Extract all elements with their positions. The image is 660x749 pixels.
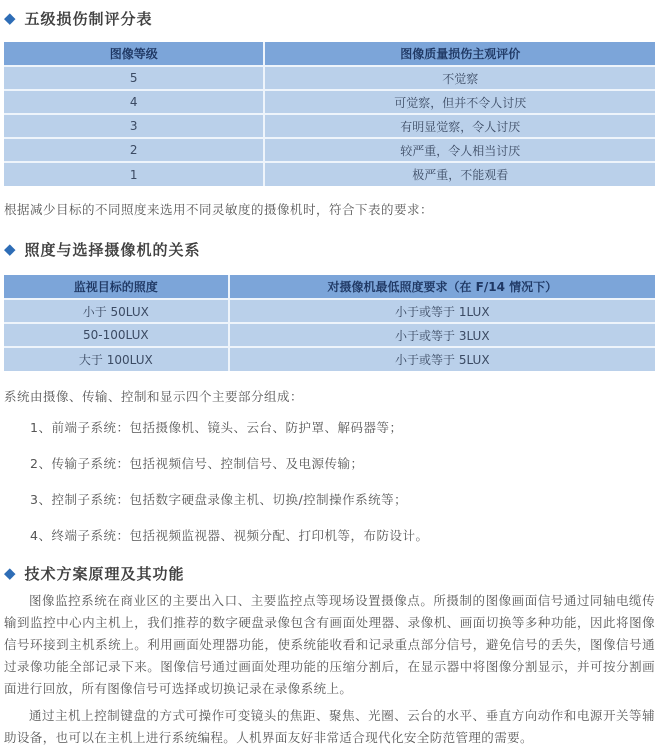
technical-description-paragraph: 图像监控系统在商业区的主要出入口、主要监控点等现场设置摄像点。所摄制的图像画面信号通过同轴电缆传输到监控中心内主机上，我们推荐的数字硬盘录像包含有画面处理器、录像机、画面切换等多种功能，因此将图像信号环接到主机系统上。利用画面处理器功能，使系统能收看和记录重点部分信号，避免信号的丢失，图像信号通过录像功能全部记录下来。图像信号通过画面处理功能的压缩分割后，在显示器中将图像分割显示，并可按分割画面进行回放，所有图像信号可选择或切换记录在录像系统上。 <box>4 593 655 696</box>
table-cell: 5 <box>4 66 264 90</box>
column-header: 监视目标的照度 <box>4 275 229 299</box>
table-row <box>4 347 655 371</box>
section-heading-illuminance <box>4 239 655 260</box>
table-row <box>4 162 655 186</box>
table-row <box>4 90 655 114</box>
table-cell: 大于 100LUX <box>4 347 229 371</box>
table-cell: 小于 50LUX <box>4 299 229 323</box>
table-cell: 有明显觉察，令人讨厌 <box>264 114 655 138</box>
section-heading-text: 技术方案原理及其功能 <box>24 565 185 583</box>
table-row <box>4 66 655 90</box>
table-cell: 2 <box>4 138 264 162</box>
section-heading-technical-scheme <box>4 563 655 584</box>
table-cell: 不觉察 <box>264 66 655 90</box>
column-header: 图像质量损伤主观评价 <box>264 42 655 66</box>
table-cell: 小于或等于 1LUX <box>229 299 655 323</box>
table-row <box>4 323 655 347</box>
table-row <box>4 138 655 162</box>
damage-rating-table <box>4 42 655 186</box>
table-cell: 1 <box>4 162 264 186</box>
table-row <box>4 114 655 138</box>
table-cell: 50-100LUX <box>4 323 229 347</box>
section-heading-text: 照度与选择摄像机的关系 <box>24 241 201 259</box>
keyboard-control-paragraph: 通过主机上控制键盘的方式可操作可变镜头的焦距、聚焦、光圈、云台的水平、垂直方向动作和电源开关等辅助设备，也可以在主机上进行系统编程。人机界面友好非常适合现代化安全防范管理的需要。 <box>4 708 655 745</box>
table-row <box>4 299 655 323</box>
table-cell: 小于或等于 3LUX <box>229 323 655 347</box>
table-cell: 3 <box>4 114 264 138</box>
illuminance-camera-table <box>4 275 655 371</box>
list-item: 2、传输子系统：包括视频信号、控制信号、及电源传输； <box>30 456 364 471</box>
table-cell: 4 <box>4 90 264 114</box>
table-header-row <box>4 275 655 299</box>
diamond-bullet-icon: ◆ <box>4 9 17 27</box>
list-item: 3、控制子系统：包括数字硬盘录像主机、切换/控制操作系统等； <box>30 492 408 507</box>
illuminance-note-text: 根据减少目标的不同照度来选用不同灵敏度的摄像机时，符合下表的要求： <box>4 202 434 217</box>
table-cell: 可觉察，但并不令人讨厌 <box>264 90 655 114</box>
diamond-bullet-icon: ◆ <box>4 564 17 582</box>
section-heading-rating-table <box>4 8 655 29</box>
system-composition-text: 系统由摄像、传输、控制和显示四个主要部分组成： <box>4 389 304 404</box>
list-item: 4、终端子系统：包括视频监视器、视频分配、打印机等，布防设计。 <box>30 528 429 543</box>
table-cell: 极严重，不能观看 <box>264 162 655 186</box>
diamond-bullet-icon: ◆ <box>4 240 17 258</box>
section-heading-text: 五级损伤制评分表 <box>24 10 153 28</box>
column-header: 对摄像机最低照度要求（在 F/14 情况下） <box>229 275 655 299</box>
column-header: 图像等级 <box>4 42 264 66</box>
table-cell: 小于或等于 5LUX <box>229 347 655 371</box>
subsystem-list <box>4 419 655 544</box>
table-header-row <box>4 42 655 66</box>
table-cell: 较严重，令人相当讨厌 <box>264 138 655 162</box>
list-item: 1、前端子系统：包括摄像机、镜头、云台、防护罩、解码器等； <box>30 420 403 435</box>
